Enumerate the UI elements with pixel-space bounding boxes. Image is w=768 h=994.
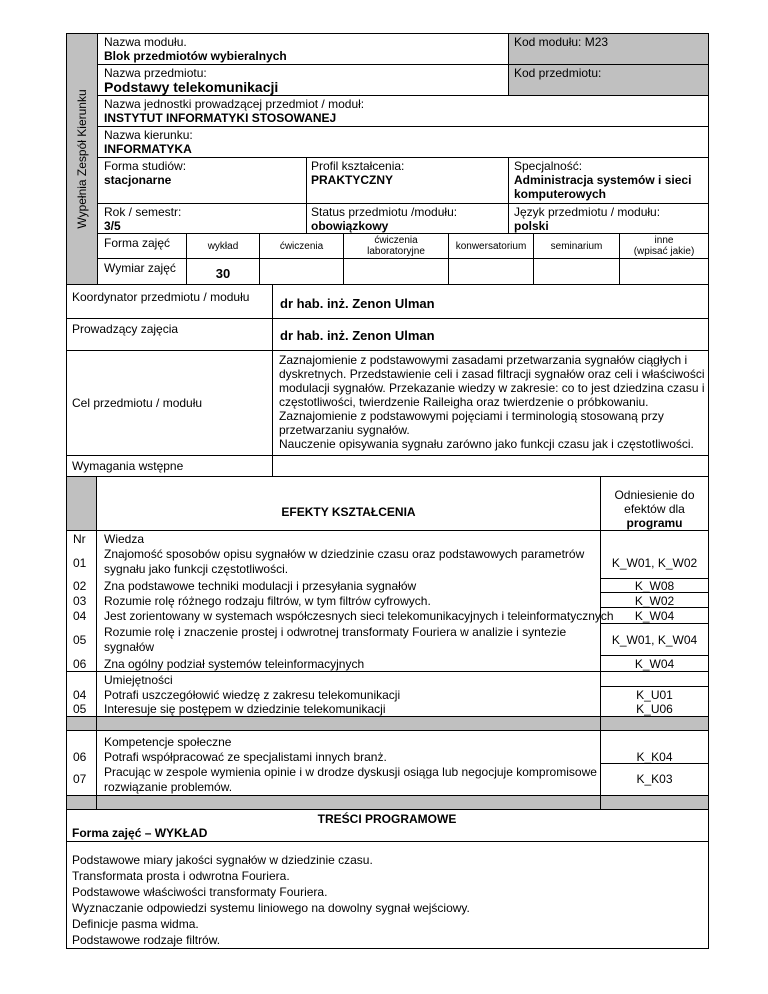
status-label: Status przedmiotu /modułu: xyxy=(311,205,458,219)
gap-shade-1 xyxy=(66,716,708,730)
effect-ref: K_W04 xyxy=(634,609,675,623)
effect-nr: 01 xyxy=(73,556,87,570)
effect-text-2: rozwiązanie problemów. xyxy=(104,780,233,794)
effect-ref: K_W02 xyxy=(634,594,675,608)
goal-line: częstotliwości, twierdzenie Raileigha oraz twierdzenie o próbkowaniu. xyxy=(279,395,649,409)
ref-header-2: efektów dla xyxy=(624,502,685,516)
goal-line: modulacji sygnałów. Przekazanie wiedzy w zakresie: co to jest dziedzina czasu i xyxy=(279,381,705,395)
col-lab-2: laboratoryjne xyxy=(367,246,425,257)
classes-form-label: Forma zajęć xyxy=(104,236,171,250)
program-list xyxy=(72,852,702,948)
language-label: Język przedmiotu / modułu: xyxy=(514,205,661,219)
coordinator-value: dr hab. inż. Zenon Ulman xyxy=(280,296,435,311)
specialty-value-1: Administracja systemów i sieci xyxy=(514,173,692,187)
profile-value: PRAKTYCZNY xyxy=(311,173,394,187)
program-item: Wyznaczanie odpowiedzi systemu liniowego na dowolny sygnał wejściowy. xyxy=(72,901,470,915)
subject-code-label: Kod przedmiotu: xyxy=(514,66,602,80)
effect-text: Rozumie rolę różnego rodzaju filtrów, w tym filtrów cyfrowych. xyxy=(104,594,431,608)
program-item: Podstawowe rodzaje filtrów. xyxy=(72,933,221,947)
skills-label: Umiejętności xyxy=(104,673,173,687)
profile-label: Profil kształcenia: xyxy=(311,159,405,173)
effect-text: Jest zorientowany w systemach współczesnych sieci telekomunikacyjnych i teleinformatycznych xyxy=(104,609,614,623)
subject-name-label: Nazwa przedmiotu: xyxy=(104,66,207,80)
goal-line: przetwarzaniu sygnałów. xyxy=(279,423,410,437)
study-form-label: Forma studiów: xyxy=(104,159,187,173)
specialty-value-2: komputerowych xyxy=(514,187,607,201)
col-other-2: (wpisać jakie) xyxy=(633,246,695,257)
effect-ref: K_W01, K_W02 xyxy=(611,556,698,570)
effect-text: Zna ogólny podział systemów teleinformacyjnych xyxy=(104,657,365,671)
field-label: Nazwa kierunku: xyxy=(104,128,193,142)
unit-label: Nazwa jednostki prowadzącej przedmiot / moduł: xyxy=(104,97,365,111)
ref-header-3: programu xyxy=(626,516,683,530)
program-item: Podstawowe właściwości transformaty Fouriera. xyxy=(72,885,328,899)
program-item: Definicje pasma widma. xyxy=(72,917,199,931)
effects-title: EFEKTY KSZTAŁCENIA xyxy=(281,505,416,519)
program-title: TREŚCI PROGRAMOWE xyxy=(317,812,457,826)
side-label: Wypełnia Zespół Kierunku xyxy=(75,89,89,229)
effect-text: Znajomość sposobów opisu sygnałów w dziedzinie czasu oraz podstawowych parametrów xyxy=(104,547,585,561)
goal-line: Nauczenie opisywania sygnału zarówno jako funkcji czasu jak i częstotliwości. xyxy=(279,437,694,451)
effect-text: Zna podstawowe techniki modulacji i przesyłania sygnałów xyxy=(104,579,417,593)
effect-nr: 05 xyxy=(73,633,87,647)
program-item: Transformata prosta i odwrotna Fouriera. xyxy=(72,869,290,883)
col-lecture: wykład xyxy=(207,241,239,252)
effect-nr: 04 xyxy=(73,609,87,623)
module-code: Kod modułu: M23 xyxy=(514,35,609,49)
col-lab-1: ćwiczenia xyxy=(374,235,418,246)
effect-ref: K_U01 xyxy=(636,688,673,702)
hours-label: Wymiar zajęć xyxy=(104,261,176,275)
subject-name-value: Podstawy telekomunikacji xyxy=(104,79,279,95)
knowledge-label: Wiedza xyxy=(104,532,145,546)
ref-header-1: Odniesienie do xyxy=(614,488,695,502)
effect-text: Interesuje się postępem w dziedzinie telekomunikacji xyxy=(104,702,386,716)
teacher-value: dr hab. inż. Zenon Ulman xyxy=(280,328,435,343)
effect-text: Potrafi współpracować ze specjalistami innych branż. xyxy=(104,750,387,764)
effect-nr: 06 xyxy=(73,750,87,764)
col-seminar: seminarium xyxy=(550,241,603,252)
year-value: 3/5 xyxy=(104,219,121,233)
col-conversatory: konwersatorium xyxy=(455,241,527,252)
language-value: polski xyxy=(514,219,549,233)
effect-ref: K_K04 xyxy=(636,750,673,764)
coordinator-label: Koordynator przedmiotu / modułu xyxy=(72,290,250,304)
effect-text-2: sygnałów xyxy=(104,640,155,654)
effect-ref: K_W01, K_W04 xyxy=(611,633,698,647)
effect-nr: 02 xyxy=(73,579,87,593)
goal-line: Zaznajomienie z podstawowymi pojęciami i terminologią stosowaną przy xyxy=(279,409,664,423)
competences-label: Kompetencje społeczne xyxy=(104,735,232,749)
field-value: INFORMATYKA xyxy=(104,142,192,156)
effect-ref: K_U06 xyxy=(636,702,673,716)
effect-nr: 05 xyxy=(73,702,87,716)
program-form-label: Forma zajęć – WYKŁAD xyxy=(72,826,208,840)
year-label: Rok / semestr: xyxy=(104,205,182,219)
col-exercises: ćwiczenia xyxy=(279,241,324,252)
effects-shade-left xyxy=(66,476,96,530)
effect-nr: 06 xyxy=(73,657,87,671)
module-name-label: Nazwa modułu. xyxy=(104,35,187,49)
effect-text: Pracując w zespole wymienia opinie i w drodze dyskusji osiąga lub negocjuje kompromisowe xyxy=(104,765,597,779)
effect-text-2: sygnału jako funkcji częstotliwości. xyxy=(104,562,289,576)
effect-ref: K_W08 xyxy=(634,579,675,593)
effect-text: Rozumie rolę i znaczenie prostej i odwrotnej transformaty Fouriera w analizie i syntezie xyxy=(104,625,567,639)
study-form-value: stacjonarne xyxy=(104,173,172,187)
gap-shade-2 xyxy=(66,795,708,809)
effect-nr: 07 xyxy=(73,772,87,786)
requirements-label: Wymagania wstępne xyxy=(72,459,184,473)
module-name-value: Blok przedmiotów wybieralnych xyxy=(104,49,287,63)
effect-ref: K_K03 xyxy=(636,772,673,786)
goal-text xyxy=(279,353,705,451)
status-value: obowiązkowy xyxy=(311,219,389,233)
effect-text: Potrafi uszczegółowić wiedzę z zakresu telekomunikacji xyxy=(104,688,401,702)
col-other-1: inne xyxy=(654,235,674,246)
unit-value: INSTYTUT INFORMATYKI STOSOWANEJ xyxy=(104,111,337,125)
goal-label: Cel przedmiotu / modułu xyxy=(72,396,203,410)
teacher-label: Prowadzący zajęcia xyxy=(72,322,179,336)
effect-ref: K_W04 xyxy=(634,657,675,671)
nr-label: Nr xyxy=(73,532,86,546)
effect-nr: 03 xyxy=(73,594,87,608)
program-item: Podstawowe miary jakości sygnałów w dziedzinie czasu. xyxy=(72,853,373,867)
goal-line: dyskretnych. Przedstawienie celi i zasad filtracji sygnałów oraz celi i właściwości xyxy=(279,367,705,381)
goal-line: Zaznajomienie z podstawowymi zasadami przetwarzania sygnałów ciągłych i xyxy=(279,353,688,367)
effect-nr: 04 xyxy=(73,688,87,702)
lecture-hours: 30 xyxy=(215,266,231,281)
specialty-label: Specjalność: xyxy=(514,159,583,173)
